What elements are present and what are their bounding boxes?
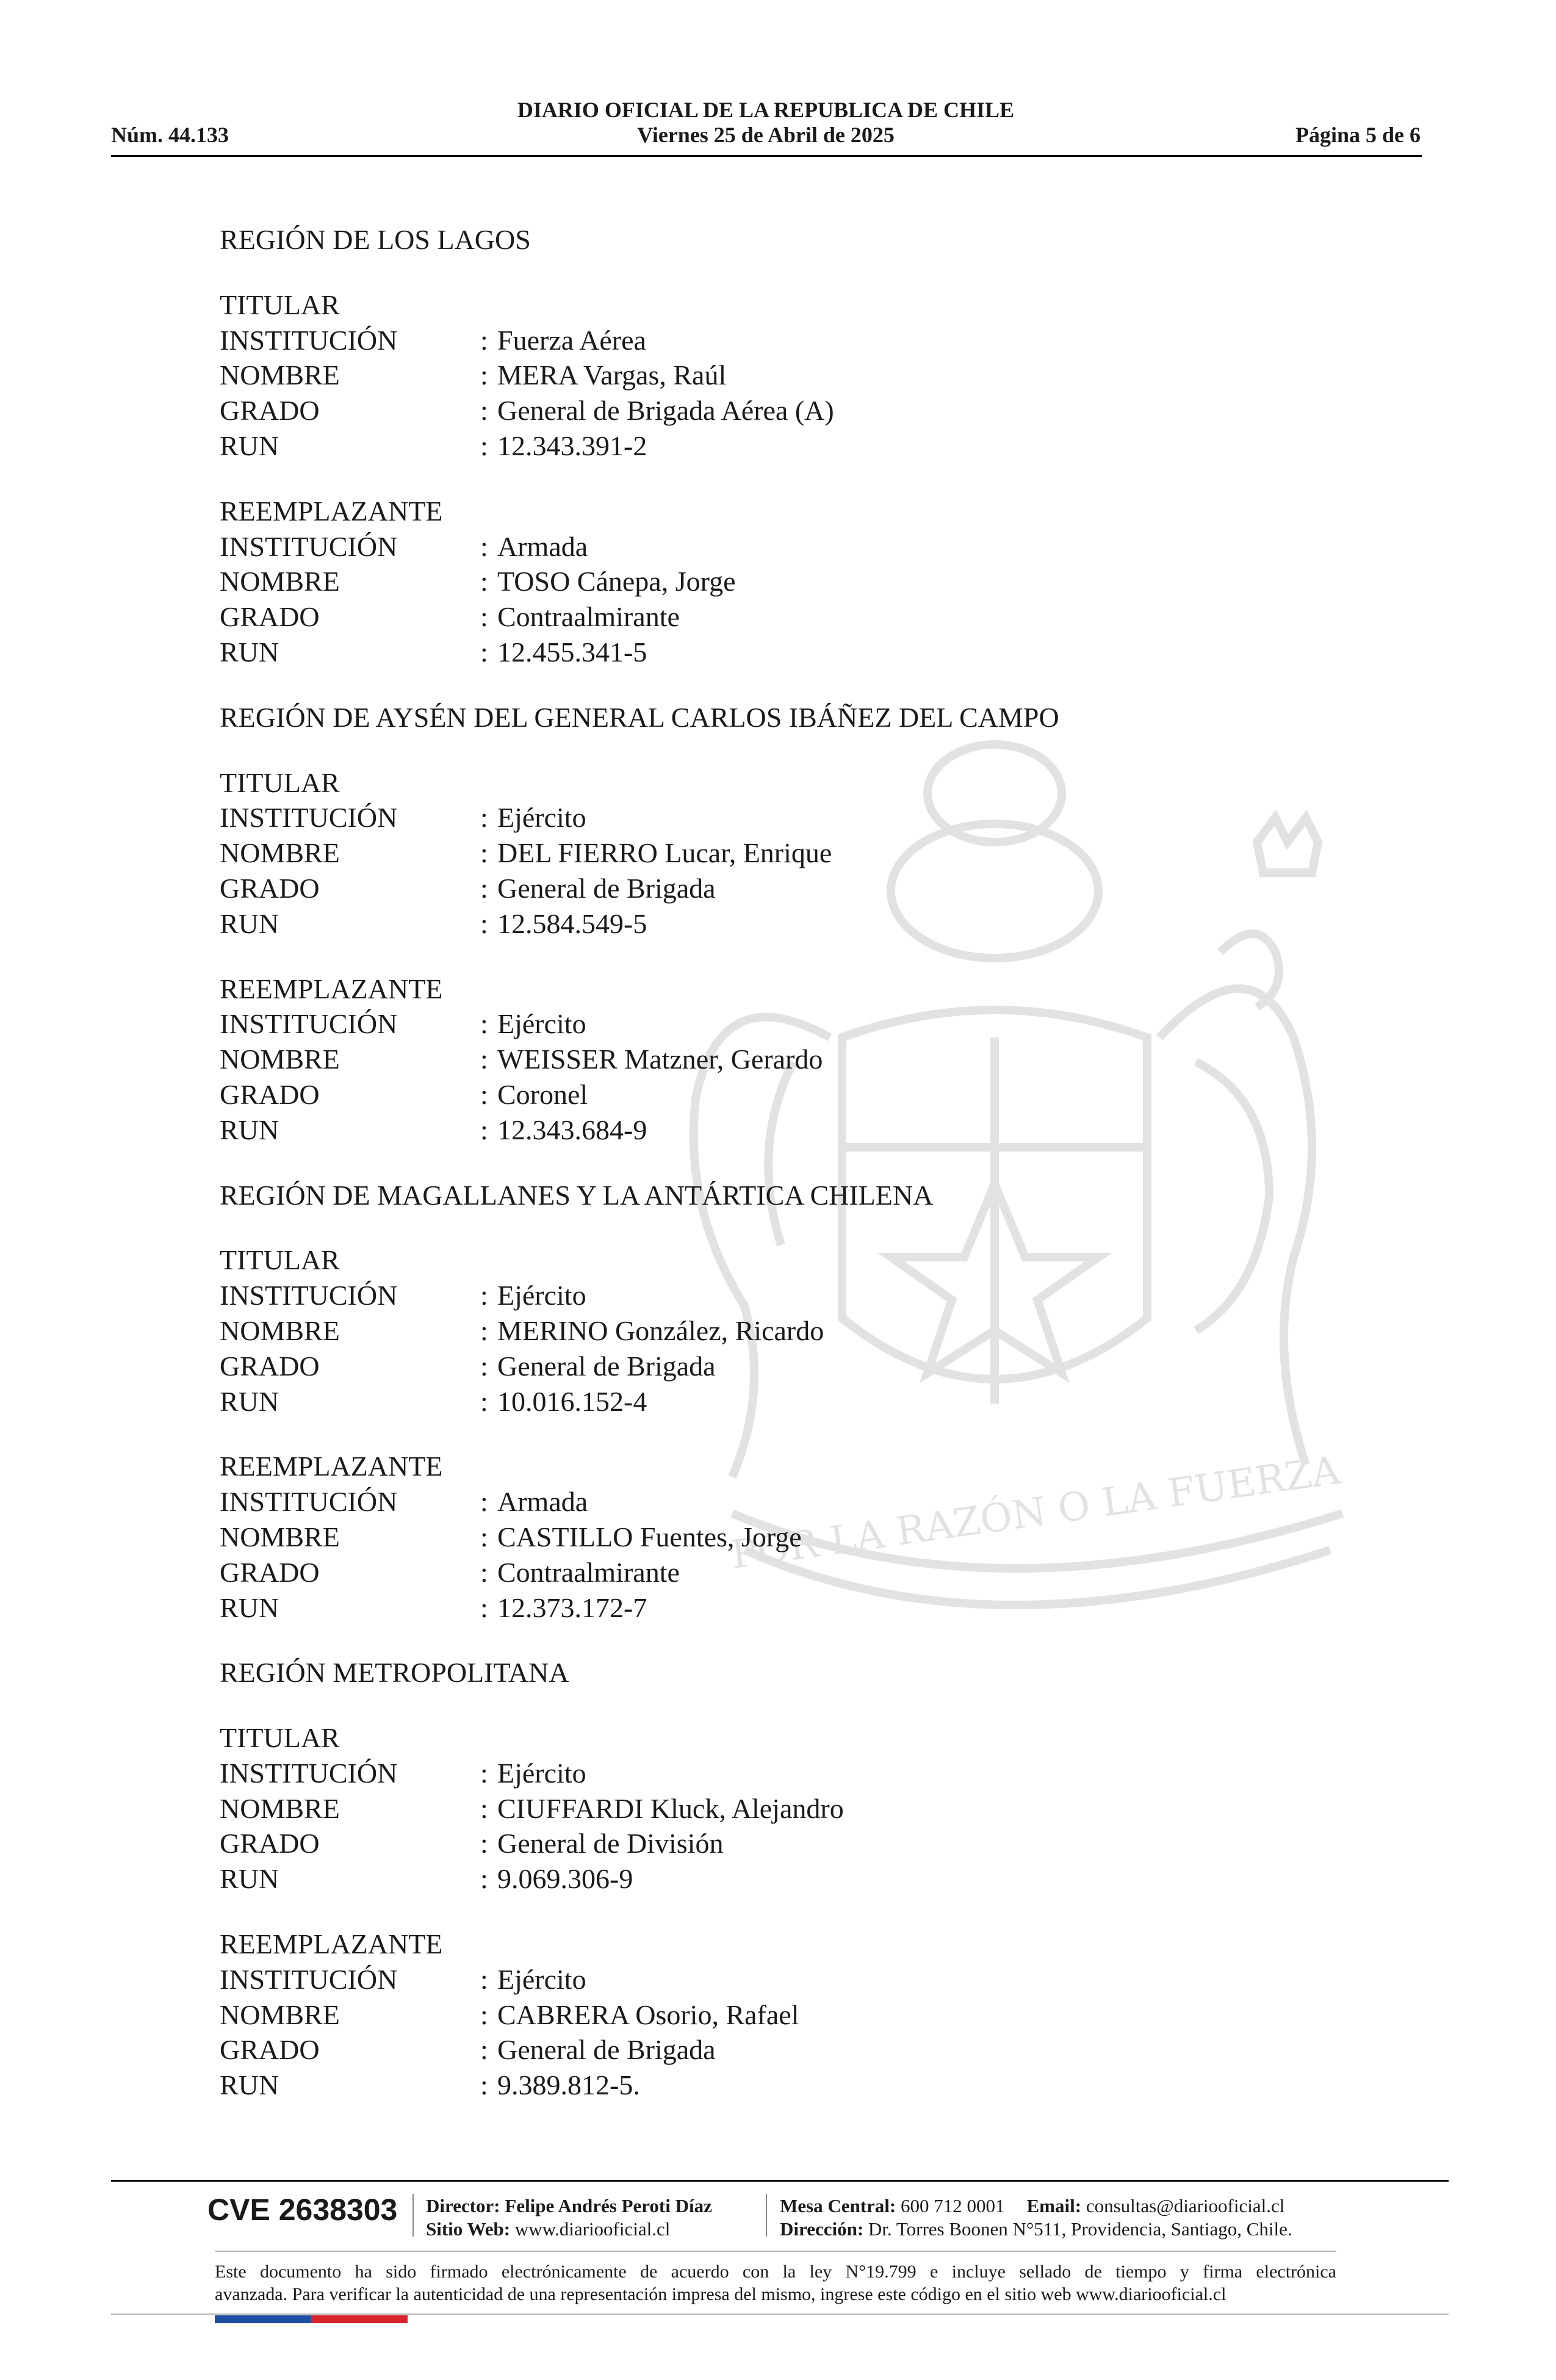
nombre-value: TOSO Cánepa, Jorge (497, 566, 736, 597)
institucion-row (220, 1962, 1379, 1997)
legal-notice-line-1: Este documento ha sido firmado electrónicamente de acuerdo con la ley N°19.799 e incluye sellado de tiempo y firma electrónica (215, 2262, 1336, 2282)
address-label: Dirección: (780, 2218, 864, 2240)
titular-block (220, 287, 1379, 464)
run-label: RUN (220, 2069, 279, 2101)
run-row (220, 1861, 1379, 1897)
website-label: Sitio Web: (426, 2218, 511, 2240)
contact-info (780, 2194, 1292, 2241)
grado-row (220, 871, 1379, 906)
institucion-row (220, 323, 1379, 358)
grado-row (220, 2032, 1379, 2068)
colon-separator: : (480, 395, 488, 427)
director-name: Felipe Andrés Peroti Díaz (505, 2195, 712, 2216)
grado-value: General de Brigada (497, 2034, 716, 2066)
grado-row (220, 599, 1379, 635)
colon-separator: : (480, 872, 488, 904)
grado-value: General de Brigada (497, 1350, 716, 1382)
institucion-label: INSTITUCIÓN (220, 1963, 398, 1995)
nombre-value: CABRERA Osorio, Rafael (497, 1999, 799, 2030)
colon-separator: : (480, 1350, 488, 1382)
colon-separator: : (480, 837, 488, 869)
nombre-label: NOMBRE (220, 1314, 340, 1346)
grado-value: Contraalmirante (497, 1556, 680, 1588)
nombre-row (220, 1042, 1379, 1077)
run-label: RUN (220, 1863, 279, 1895)
nombre-value: MERA Vargas, Raúl (497, 359, 727, 391)
email-link[interactable]: consultas@diariooficial.cl (1086, 2195, 1285, 2216)
legal-notice-line-2: avanzada. Para verificar la autenticidad de una representación impresa del mismo, ingrese este código en el sitio web www.diariooficial.cl (215, 2284, 1226, 2304)
run-value: 12.455.341-5 (497, 636, 647, 668)
watermark-motto: POR LA RAZÓN O LA FUERZA (728, 1448, 1343, 1578)
colon-separator: : (480, 1008, 488, 1040)
colon-separator: : (480, 1114, 488, 1145)
flag-bar-red (311, 2315, 408, 2323)
footer-thin-divider (215, 2251, 1336, 2252)
grado-row (220, 393, 1379, 428)
reemplazante-role-label: REEMPLAZANTE (220, 1928, 443, 1960)
institucion-row (220, 529, 1379, 564)
reemplazante-block (220, 972, 1379, 1148)
titular-role-label: TITULAR (220, 766, 340, 798)
nombre-row (220, 564, 1379, 599)
grado-label: GRADO (220, 872, 320, 904)
colon-separator: : (480, 566, 488, 597)
flag-bar-blue (215, 2315, 311, 2323)
colon-separator: : (480, 324, 488, 356)
run-row (220, 1112, 1379, 1148)
titular-role-label: TITULAR (220, 1722, 340, 1754)
titular-block (220, 1720, 1379, 1897)
nombre-value: MERINO González, Ricardo (497, 1314, 824, 1346)
colon-separator: : (480, 636, 488, 668)
nombre-row (220, 1791, 1379, 1826)
nombre-label: NOMBRE (220, 1044, 340, 1075)
colon-separator: : (480, 1280, 488, 1311)
nombre-label: NOMBRE (220, 837, 340, 869)
run-label: RUN (220, 907, 279, 939)
run-label: RUN (220, 1114, 279, 1145)
colon-separator: : (480, 530, 488, 562)
institucion-label: INSTITUCIÓN (220, 1008, 398, 1040)
footer-bottom-divider (111, 2313, 1449, 2315)
nombre-row (220, 358, 1379, 393)
grado-label: GRADO (220, 1828, 320, 1859)
reemplazante-block (220, 1927, 1379, 2103)
nombre-label: NOMBRE (220, 566, 340, 597)
region-heading: REGIÓN DE LOS LAGOS (220, 224, 531, 255)
grado-value: General de Brigada Aérea (A) (497, 395, 834, 427)
nombre-row (220, 1313, 1379, 1349)
run-label: RUN (220, 1592, 279, 1623)
colon-separator: : (480, 1385, 488, 1417)
grado-label: GRADO (220, 1078, 320, 1110)
nombre-value: DEL FIERRO Lucar, Enrique (497, 837, 832, 869)
region-heading: REGIÓN METROPOLITANA (220, 1657, 569, 1689)
colon-separator: : (480, 1078, 488, 1110)
nombre-label: NOMBRE (220, 1521, 340, 1552)
institucion-label: INSTITUCIÓN (220, 802, 398, 834)
run-label: RUN (220, 430, 279, 461)
grado-value: General de División (497, 1828, 724, 1859)
issue-date: Viernes 25 de Abril de 2025 (637, 123, 895, 147)
nombre-label: NOMBRE (220, 359, 340, 391)
run-value: 12.343.391-2 (497, 430, 647, 461)
titular-block (220, 1242, 1379, 1419)
colon-separator: : (480, 1828, 488, 1859)
reemplazante-role-label: REEMPLAZANTE (220, 495, 443, 527)
titular-block (220, 765, 1379, 942)
colon-separator: : (480, 1521, 488, 1552)
titular-role-label: TITULAR (220, 1244, 340, 1276)
nombre-value: CIUFFARDI Kluck, Alejandro (497, 1792, 844, 1824)
cve-code: CVE 2638303 (207, 2193, 398, 2227)
run-value: 12.584.549-5 (497, 907, 647, 939)
colon-separator: : (480, 1999, 488, 2030)
grado-row (220, 1349, 1379, 1384)
run-label: RUN (220, 1385, 279, 1417)
run-value: 9.069.306-9 (497, 1863, 633, 1895)
run-row (220, 906, 1379, 942)
grado-label: GRADO (220, 2034, 320, 2066)
nombre-label: NOMBRE (220, 1792, 340, 1824)
designations-content (220, 222, 1379, 2133)
nombre-value: CASTILLO Fuentes, Jorge (497, 1521, 802, 1552)
grado-row (220, 1077, 1379, 1112)
grado-value: Contraalmirante (497, 601, 680, 633)
grado-label: GRADO (220, 1350, 320, 1382)
footer-divider (111, 2180, 1449, 2182)
institucion-value: Ejército (497, 1280, 586, 1311)
run-row (220, 635, 1379, 670)
run-value: 12.343.684-9 (497, 1114, 647, 1145)
website-link[interactable]: www.diariooficial.cl (514, 2218, 671, 2240)
run-row (220, 428, 1379, 464)
issue-number: Núm. 44.133 (111, 123, 229, 147)
director-label: Director: (426, 2195, 500, 2216)
titular-role-label: TITULAR (220, 289, 340, 320)
nombre-value: WEISSER Matzner, Gerardo (497, 1044, 823, 1075)
institucion-value: Fuerza Aérea (497, 324, 646, 356)
grado-row (220, 1826, 1379, 1861)
mesa-phone: 600 712 0001 (901, 2195, 1005, 2216)
colon-separator: : (480, 2034, 488, 2066)
institucion-label: INSTITUCIÓN (220, 1486, 398, 1518)
page-indicator: Página 5 de 6 (1295, 123, 1421, 147)
grado-label: GRADO (220, 1556, 320, 1588)
colon-separator: : (480, 1757, 488, 1789)
colon-separator: : (480, 1863, 488, 1895)
institucion-label: INSTITUCIÓN (220, 530, 398, 562)
institucion-value: Armada (497, 530, 588, 562)
colon-separator: : (480, 1592, 488, 1623)
nombre-row (220, 1997, 1379, 2033)
footer-separator (412, 2194, 414, 2237)
institucion-value: Ejército (497, 1963, 586, 1995)
institucion-label: INSTITUCIÓN (220, 1757, 398, 1789)
region-heading: REGIÓN DE AYSÉN DEL GENERAL CARLOS IBÁÑEZ DEL CAMPO (220, 701, 1059, 733)
institucion-row (220, 1006, 1379, 1042)
colon-separator: : (480, 359, 488, 391)
institucion-row (220, 1756, 1379, 1791)
address-text: Dr. Torres Boonen N°511, Providencia, Santiago, Chile. (868, 2218, 1292, 2240)
colon-separator: : (480, 601, 488, 633)
institucion-value: Ejército (497, 1757, 586, 1789)
run-value: 12.373.172-7 (497, 1592, 647, 1623)
mesa-label: Mesa Central: (780, 2195, 896, 2216)
institucion-value: Armada (497, 1486, 588, 1518)
institucion-row (220, 800, 1379, 835)
colon-separator: : (480, 1963, 488, 1995)
nombre-row (220, 1520, 1379, 1555)
colon-separator: : (480, 802, 488, 834)
grado-value: General de Brigada (497, 872, 716, 904)
region-heading: REGIÓN DE MAGALLANES Y LA ANTÁRTICA CHILENA (220, 1179, 934, 1211)
run-row (220, 2068, 1379, 2103)
colon-separator: : (480, 2069, 488, 2101)
colon-separator: : (480, 1556, 488, 1588)
grado-row (220, 1555, 1379, 1590)
reemplazante-block (220, 1449, 1379, 1625)
institucion-row (220, 1484, 1379, 1520)
colon-separator: : (480, 1792, 488, 1824)
reemplazante-block (220, 494, 1379, 670)
colon-separator: : (480, 1044, 488, 1075)
grado-label: GRADO (220, 395, 320, 427)
run-value: 9.389.812-5. (497, 2069, 640, 2101)
footer-separator (766, 2194, 767, 2237)
reemplazante-role-label: REEMPLAZANTE (220, 1451, 443, 1482)
nombre-label: NOMBRE (220, 1999, 340, 2030)
run-value: 10.016.152-4 (497, 1385, 647, 1417)
newspaper-title: DIARIO OFICIAL DE LA REPUBLICA DE CHILE (517, 98, 1015, 122)
institucion-value: Ejército (497, 802, 586, 834)
colon-separator: : (480, 430, 488, 461)
colon-separator: : (480, 907, 488, 939)
email-label: Email: (1026, 2195, 1082, 2216)
institucion-value: Ejército (497, 1008, 586, 1040)
grado-label: GRADO (220, 601, 320, 633)
header-divider (111, 155, 1422, 157)
director-info (426, 2194, 712, 2241)
institucion-label: INSTITUCIÓN (220, 1280, 398, 1311)
run-label: RUN (220, 636, 279, 668)
colon-separator: : (480, 1314, 488, 1346)
run-row (220, 1384, 1379, 1419)
institucion-row (220, 1278, 1379, 1313)
reemplazante-role-label: REEMPLAZANTE (220, 973, 443, 1004)
run-row (220, 1590, 1379, 1626)
nombre-row (220, 835, 1379, 871)
institucion-label: INSTITUCIÓN (220, 324, 398, 356)
colon-separator: : (480, 1486, 488, 1518)
grado-value: Coronel (497, 1078, 588, 1110)
